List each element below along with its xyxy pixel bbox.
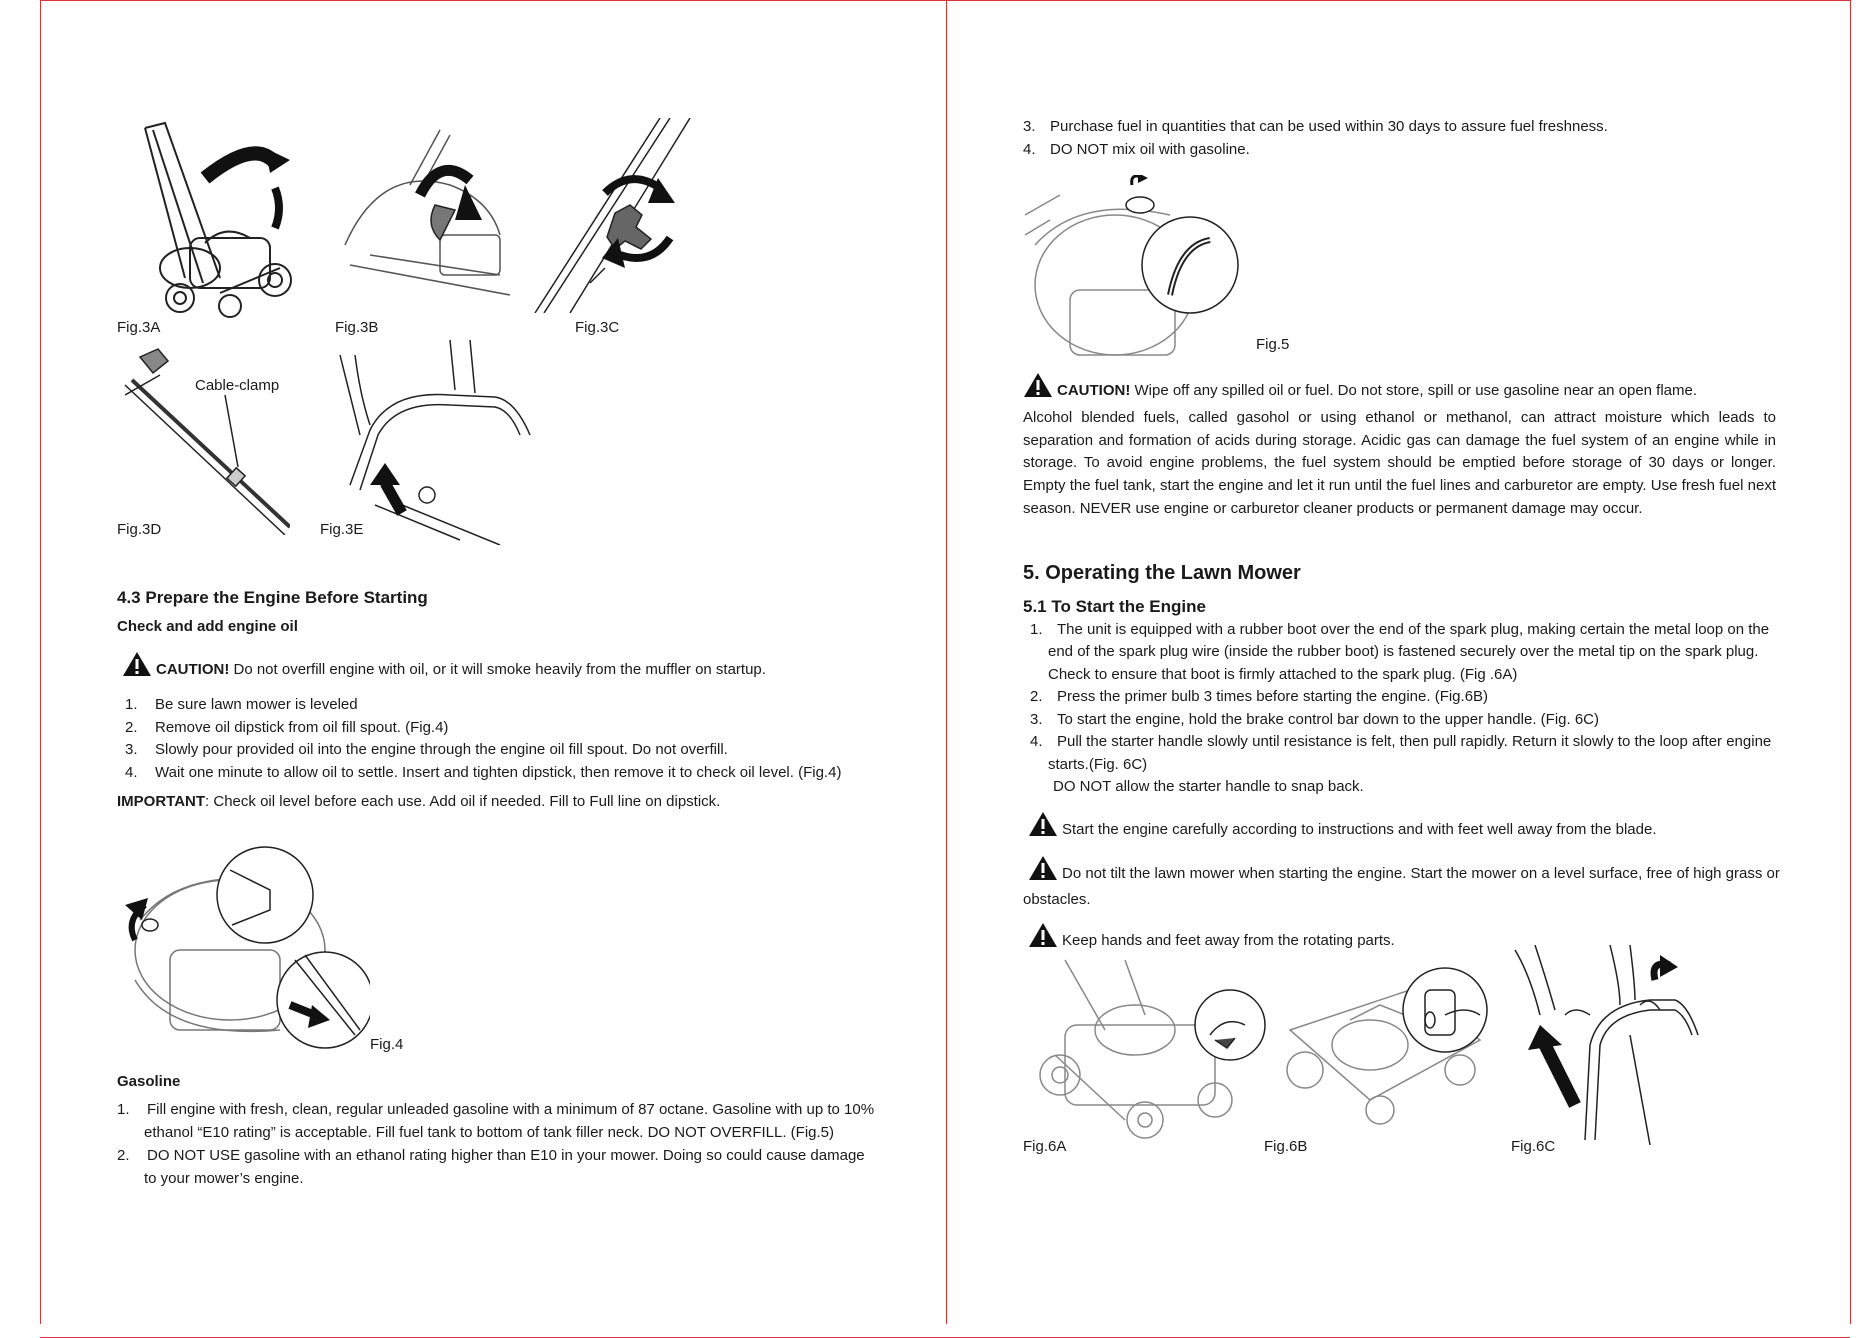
warning-icon	[1028, 922, 1058, 948]
caution-label: CAUTION!	[1057, 382, 1131, 399]
warning-start-carefully: Start the engine carefully according to instructions and with feet well away from the blade.	[1028, 811, 1657, 843]
gas-step-1-line2: ethanol “E10 rating” is acceptable. Fill fuel tank to bottom of tank filler neck. DO NOT OVERFILL. (Fig.5)	[144, 1124, 835, 1141]
warning-icon	[1028, 855, 1058, 881]
caution-oil-line	[122, 651, 766, 683]
gas-step-3: 3. Purchase fuel in quantities that can be used within 30 days to assure fuel freshness.	[1023, 118, 1608, 135]
important-note: IMPORTANT: Check oil level before each use. Add oil if needed. Fill to Full line on dipstick.	[117, 793, 721, 810]
gas-step-1-line1: 1. Fill engine with fresh, clean, regular unleaded gasoline with a minimum of 87 octane. Gasoline with up to 10%	[117, 1101, 875, 1118]
figure-3e-caption: Fig.3E	[320, 521, 364, 538]
figure-3d-image	[120, 345, 290, 535]
alcohol-paragraph-line-3: storage. To avoid engine problems, the fuel system should be emptied before storage of 30 days or longer.	[1023, 454, 1776, 471]
gasoline-heading: Gasoline	[117, 1073, 181, 1090]
cable-clamp-label: Cable-clamp	[195, 377, 280, 394]
figure-3e-image	[330, 335, 540, 545]
page-border-right	[1850, 0, 1851, 1324]
warning-no-tilt-line1: Do not tilt the lawn mower when starting the engine. Start the mower on a level surface, free of high grass or	[1028, 855, 1780, 887]
figure-4-image	[120, 840, 370, 1055]
figure-3c-image	[530, 118, 695, 313]
figure-3c-caption: Fig.3C	[575, 319, 620, 336]
figure-3d-caption: Fig.3D	[117, 521, 162, 538]
oil-step-1: 1. Be sure lawn mower is leveled	[125, 696, 358, 713]
start-step-1-line1: 1. The unit is equipped with a rubber boot over the end of the spark plug, making certain the metal loop on the	[1030, 621, 1770, 638]
figure-6c-image	[1510, 945, 1710, 1145]
figure-6b-image	[1280, 960, 1495, 1125]
figure-4-caption: Fig.4	[370, 1036, 404, 1053]
page-divider	[946, 0, 947, 1324]
figure-6c-caption: Fig.6C	[1511, 1138, 1556, 1155]
gas-step-2-line2: to your mower’s engine.	[144, 1170, 304, 1187]
start-step-3: 3. To start the engine, hold the brake control bar down to the upper handle. (Fig. 6C)	[1030, 711, 1599, 728]
gas-step-2-line1: 2. DO NOT USE gasoline with an ethanol rating higher than E10 in your mower. Doing so could cause damage	[117, 1147, 865, 1164]
section-5-title: 5. Operating the Lawn Mower	[1023, 562, 1301, 584]
page-border-top	[40, 0, 1850, 1]
warning-rotating-parts: Keep hands and feet away from the rotating parts.	[1028, 922, 1395, 954]
caution-text: Wipe off any spilled oil or fuel. Do not store, spill or use gasoline near an open flame.	[1130, 382, 1698, 399]
figure-3b-image	[340, 125, 515, 300]
alcohol-paragraph-line-1: Alcohol blended fuels, called gasohol or using ethanol or methanol, can attract moisture which leads to	[1023, 409, 1776, 426]
warning-icon	[1023, 372, 1053, 398]
warning-icon	[1028, 811, 1058, 837]
alcohol-paragraph-line-2: separation and formation of acids during storage. Acidic gas can damage the fuel system of an engine while in	[1023, 432, 1776, 449]
figure-5-caption: Fig.5	[1256, 336, 1290, 353]
caution-label: CAUTION!	[156, 661, 230, 678]
figure-6a-image	[1035, 955, 1275, 1140]
oil-step-2: 2. Remove oil dipstick from oil fill spout. (Fig.4)	[125, 719, 449, 736]
start-step-4-line2: starts.(Fig. 6C)	[1048, 756, 1148, 773]
oil-step-3: 3. Slowly pour provided oil into the engine through the engine oil fill spout. Do not overfill.	[125, 741, 728, 758]
figure-3b-caption: Fig.3B	[335, 319, 379, 336]
figure-5-image	[1020, 175, 1245, 365]
section-5-1-title: 5.1 To Start the Engine	[1023, 597, 1206, 616]
no-snap-back-note: DO NOT allow the starter handle to snap back.	[1053, 778, 1364, 795]
caution-fuel-line	[1023, 372, 1697, 404]
start-step-4-line1: 4. Pull the starter handle slowly until resistance is felt, then pull rapidly. Return it slowly to the loop after engine	[1030, 733, 1772, 750]
start-step-2: 2. Press the primer bulb 3 times before starting the engine. (Fig.6B)	[1030, 688, 1489, 705]
warning-icon	[122, 651, 152, 677]
gas-step-4: 4. DO NOT mix oil with gasoline.	[1023, 141, 1250, 158]
figure-3a-image	[125, 118, 325, 318]
section-4-3-title: 4.3 Prepare the Engine Before Starting	[117, 588, 428, 607]
figure-6b-caption: Fig.6B	[1264, 1138, 1308, 1155]
start-step-1-line3: Check to ensure that boot is firmly attached to the spark plug. (Fig .6A)	[1048, 666, 1518, 683]
caution-text: Do not overfill engine with oil, or it will smoke heavily from the muffler on startup.	[229, 661, 766, 678]
page-border-left	[40, 0, 41, 1324]
figure-6a-caption: Fig.6A	[1023, 1138, 1067, 1155]
alcohol-paragraph-line-4: Empty the fuel tank, start the engine and let it run until the fuel lines and carburetor are empty. Use fresh fuel next	[1023, 477, 1776, 494]
figure-3a-caption: Fig.3A	[117, 319, 161, 336]
check-oil-heading: Check and add engine oil	[117, 618, 298, 635]
alcohol-paragraph-line-5: season. NEVER use engine or carburetor cleaner products or permanent damage may occur.	[1023, 500, 1643, 517]
warning-no-tilt-line2: obstacles.	[1023, 891, 1091, 908]
start-step-1-line2: end of the spark plug wire (inside the rubber boot) is fastened securely over the metal tip on the spark plug.	[1048, 643, 1759, 660]
oil-step-4: 4. Wait one minute to allow oil to settle. Insert and tighten dipstick, then remove it to check oil level. (Fig.4)	[125, 764, 842, 781]
